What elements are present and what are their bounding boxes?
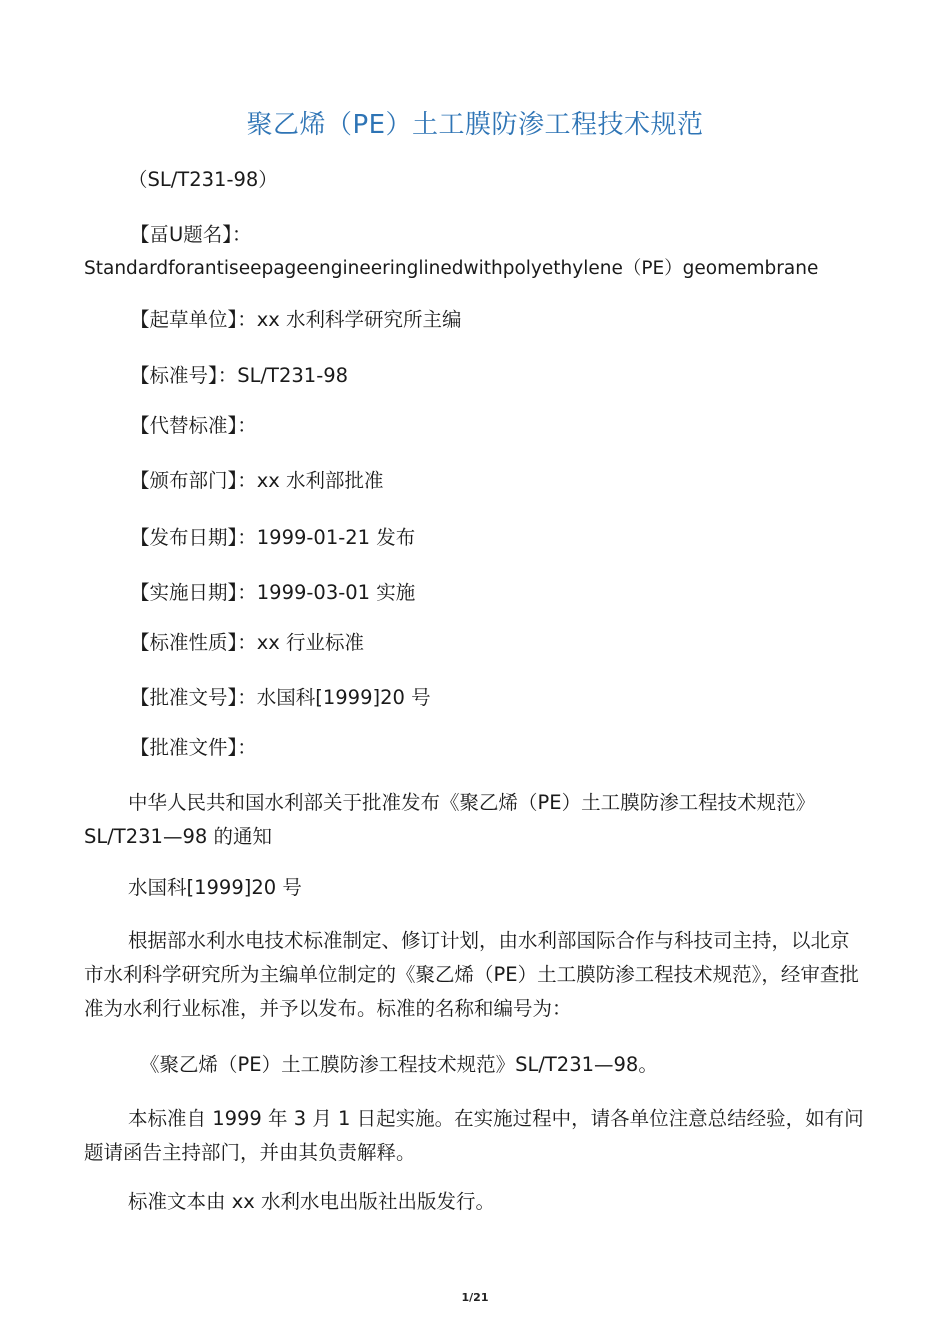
drafting-unit-field: 【起草单位】：xx 水利科学研究所主编 <box>130 308 462 331</box>
publisher-paragraph: 标准文本由 xx 水利水电出版社出版发行。 <box>128 1190 495 1213</box>
approval-document-field: 【批准文件】： <box>130 736 257 759</box>
implementation-paragraph: 本标准自 1999 年 3 月 1 日起实施。在实施过程中，请各单位注意总结经验，如有问题请函告主持部门，并由其负责解释。 <box>84 1107 864 1164</box>
approval-number-field: 【批准文号】：水国科[1999]20 号 <box>130 686 431 709</box>
replaces-standard-field: 【代替标准】： <box>130 414 257 437</box>
english-title-label: 【畐U题名】： <box>130 223 252 246</box>
standard-nature-field: 【标准性质】：xx 行业标准 <box>130 631 365 654</box>
document-number-line: 水国科[1999]20 号 <box>128 876 302 899</box>
standard-number-field: 【标准号】：SL/T231-98 <box>130 364 349 387</box>
issuing-department-field: 【颁布部门】：xx 水利部批准 <box>130 469 384 492</box>
english-title-value: Standardforantiseepageengineeringlinedwithpolyethylene（PE）geomembrane <box>84 258 819 279</box>
notice-title-paragraph: 中华人民共和国水利部关于批准发布《聚乙烯（PE）土工膜防渗工程技术规范》SL/T231—98 的通知 <box>84 791 816 848</box>
page-number: 1/21 <box>461 1291 489 1304</box>
standard-name-line: 《聚乙烯（PE）土工膜防渗工程技术规范》SL/T231—98。 <box>140 1053 658 1076</box>
approval-paragraph: 根据部水利水电技术标准制定、修订计划，由水利部国际合作与科技司主持，以北京市水利科学研究所为主编单位制定的《聚乙烯（PE）土工膜防渗工程技术规范》，经审查批准为水利行业标准，并予以发布。标准的名称和编号为： <box>84 929 859 1020</box>
standard-code-line: （SL/T231-98） <box>128 168 278 191</box>
document-title: 聚乙烯（PE）土工膜防渗工程技术规范 <box>246 110 704 140</box>
issue-date-field: 【发布日期】：1999-01-21 发布 <box>130 526 416 549</box>
effective-date-field: 【实施日期】：1999-03-01 实施 <box>130 581 416 604</box>
